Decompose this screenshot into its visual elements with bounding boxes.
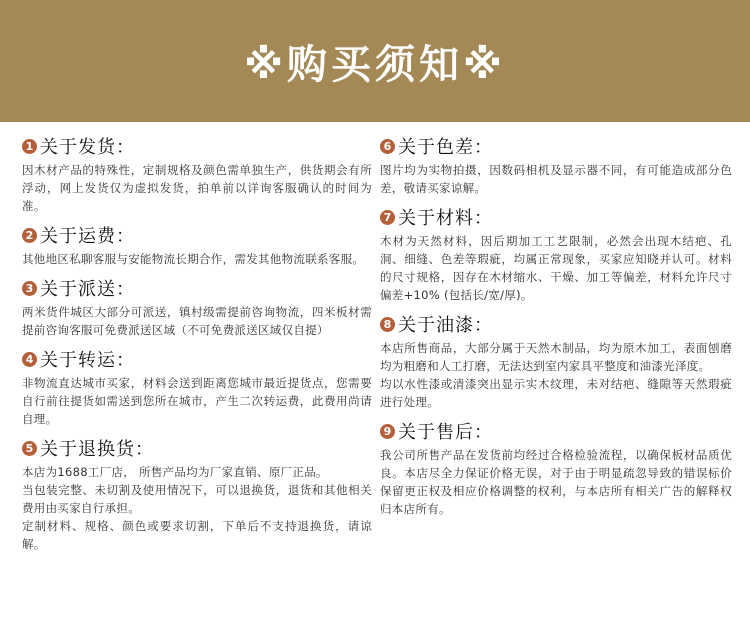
section-number-badge: 8 xyxy=(380,317,395,332)
section-body xyxy=(380,161,732,197)
section-title: 关于售后： xyxy=(398,422,493,443)
section-paragraph: 本店所售商品，大部分属于天然木制品，均为原木加工，表面刨磨均为粗磨和人工打磨，无法达到室内家具平整度和油漆光泽度。 xyxy=(380,341,732,373)
section-title: 关于运费： xyxy=(40,226,135,247)
section-number-badge: 6 xyxy=(380,139,395,154)
section-number-badge: 9 xyxy=(380,424,395,439)
notice-section xyxy=(22,133,372,215)
section-number-badge: 1 xyxy=(22,139,37,154)
section-number-badge: 5 xyxy=(22,441,37,456)
section-title: 关于色差： xyxy=(398,137,493,158)
section-body xyxy=(380,339,732,411)
section-body xyxy=(380,232,732,304)
notice-section xyxy=(380,418,732,518)
section-paragraph: 当包装完整、未切割及使用情况下，可以退换货，退货和其他相关费用由买家自行承担。 xyxy=(22,483,372,515)
section-body xyxy=(22,161,372,215)
section-number-badge: 4 xyxy=(22,352,37,367)
section-body xyxy=(380,446,732,518)
left-column xyxy=(22,133,372,560)
section-number-badge: 2 xyxy=(22,228,37,243)
notice-section xyxy=(380,133,732,197)
section-heading xyxy=(22,346,372,372)
section-paragraph: 我公司所售产品在发货前均经过合格检验流程，以确保板材品质优良。本店尽全力保证价格无误，对于由于明显疏忽导致的错误标价保留更正权及相应价格调整的权利，与本店所有相关广告的解释权归本店所有。 xyxy=(380,448,732,516)
section-paragraph: 非物流直达城市买家，材料会送到距离您城市最近提货点，您需要自行前往提货如需送到您所在城市，产生二次转运费，此费用尚请自理。 xyxy=(22,376,372,426)
section-heading xyxy=(380,204,732,230)
section-number-badge: 3 xyxy=(22,281,37,296)
section-heading xyxy=(22,275,372,301)
section-title: 关于油漆： xyxy=(398,315,493,336)
section-paragraph: 两米货件城区大部分可派送，镇村级需提前咨询物流，四米板材需提前咨询客服可免费派送区域（不可免费派送区域仅自提） xyxy=(22,305,372,337)
section-paragraph: 图片均为实物拍摄，因数码相机及显示器不同，有可能造成部分色差，敬请买家谅解。 xyxy=(380,163,732,195)
section-body xyxy=(22,463,372,553)
page-title: ※购买须知※ xyxy=(244,41,506,88)
section-heading xyxy=(22,435,372,461)
section-paragraph: 均以水性漆或清漆突出显示实木纹理，未对结疤、缝隙等天然瑕疵进行处理。 xyxy=(380,377,732,409)
section-paragraph: 木材为天然材料，因后期加工工艺限制，必然会出现木结疤、孔洞、细缝、色差等瑕疵，均属正常现象，买家应知晓并认可。材料的尺寸规格，因存在木材缩水、干燥、加工等偏差，材料允许尺寸偏差+10% (包括长/宽/厚)。 xyxy=(380,234,732,302)
section-heading xyxy=(380,133,732,159)
notice-section xyxy=(380,311,732,411)
header-banner xyxy=(0,0,750,122)
section-heading xyxy=(22,133,372,159)
section-title: 关于材料： xyxy=(398,208,493,229)
section-title: 关于转运： xyxy=(40,350,135,371)
notice-section xyxy=(380,204,732,304)
section-paragraph: 其他地区私聊客服与安能物流长期合作，需发其他物流联系客服。 xyxy=(22,252,365,266)
section-paragraph: 定制材料、规格、颜色或要求切割，下单后不支持退换货，请谅解。 xyxy=(22,519,372,551)
notice-section xyxy=(22,346,372,428)
section-heading xyxy=(380,418,732,444)
notice-section xyxy=(22,275,372,339)
notice-section xyxy=(22,435,372,553)
section-body xyxy=(22,374,372,428)
section-heading xyxy=(22,222,372,248)
section-paragraph: 本店为1688工厂店， 所售产品均为厂家直销、原厂正品。 xyxy=(22,465,328,479)
section-body xyxy=(22,250,372,268)
notice-section xyxy=(22,222,372,268)
section-number-badge: 7 xyxy=(380,210,395,225)
section-title: 关于退换货： xyxy=(40,439,154,460)
section-heading xyxy=(380,311,732,337)
section-body xyxy=(22,303,372,339)
right-column xyxy=(380,133,732,525)
section-paragraph: 因木材产品的特殊性，定制规格及颜色需单独生产，供货期会有所浮动，网上发货仅为虚拟发货，拍单前以详询客服确认的时间为准。 xyxy=(22,163,372,213)
section-title: 关于派送： xyxy=(40,279,135,300)
section-title: 关于发货： xyxy=(40,137,135,158)
